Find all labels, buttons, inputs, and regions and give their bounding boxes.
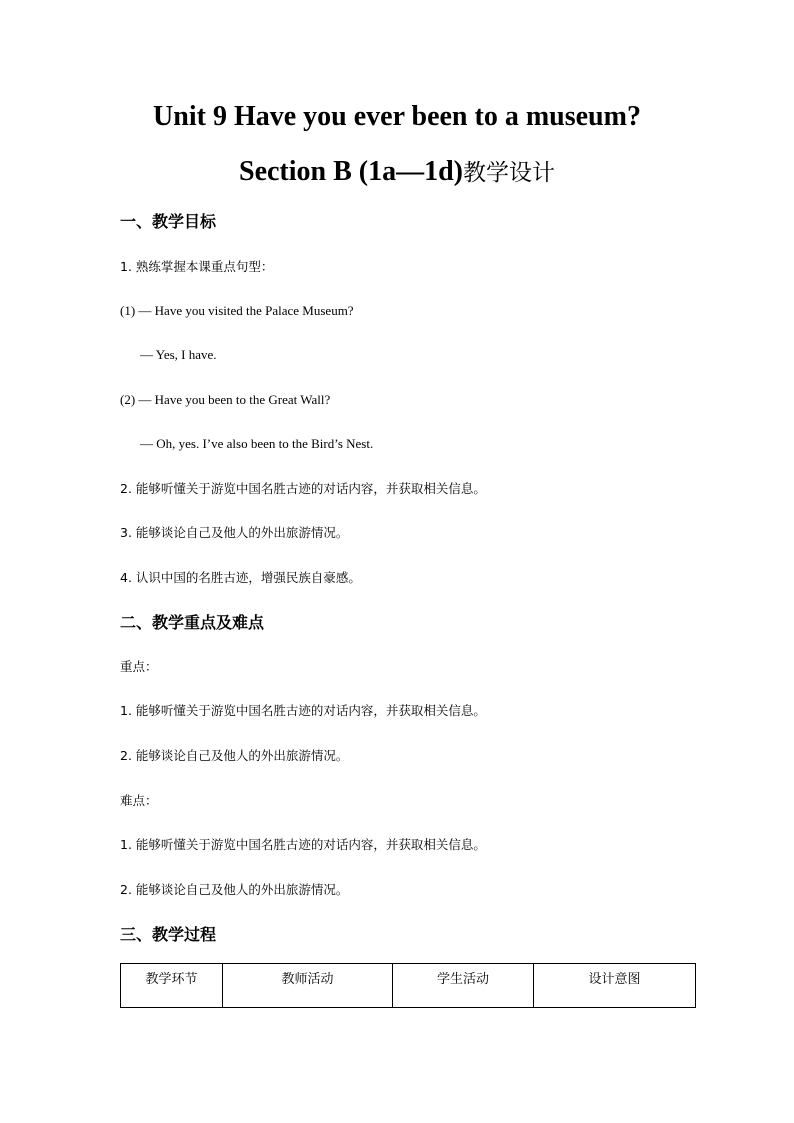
column-header-stage: 教学环节 [121, 964, 223, 1008]
goal-item-4: 4. 认识中国的名胜古迹，增强民族自豪感。 [120, 570, 361, 585]
goal-item-3: 3. 能够谈论自己及他人的外出旅游情况。 [120, 525, 349, 540]
key-item-2: 2. 能够谈论自己及他人的外出旅游情况。 [120, 748, 349, 763]
sentence-q1: (1) — Have you visited the Palace Museum? [120, 303, 354, 318]
heading-key-points: 二、教学重点及难点 [120, 613, 265, 632]
column-header-design-intent: 设计意图 [534, 964, 696, 1008]
key-item-1: 1. 能够听懂关于游览中国名胜古迹的对话内容，并获取相关信息。 [120, 703, 486, 718]
sentence-a2: — Oh, yes. I’ve also been to the Bird’s Nest. [140, 436, 374, 451]
sentence-q2: (2) — Have you been to the Great Wall? [120, 392, 331, 407]
document-subtitle [0, 155, 794, 190]
column-header-student-activity: 学生活动 [393, 964, 534, 1008]
document-title: Unit 9 Have you ever been to a museum? [153, 101, 641, 132]
column-header-teacher-activity: 教师活动 [223, 964, 393, 1008]
sentence-a1: — Yes, I have. [140, 347, 217, 362]
heading-teaching-goals: 一、教学目标 [120, 212, 217, 231]
goal-item-2: 2. 能够听懂关于游览中国名胜古迹的对话内容，并获取相关信息。 [120, 481, 486, 496]
subtitle-cn: 教学设计 [463, 160, 555, 186]
difficult-label: 难点： [120, 793, 158, 808]
difficult-item-1: 1. 能够听懂关于游览中国名胜古迹的对话内容，并获取相关信息。 [120, 837, 486, 852]
subtitle-section: Section B (1a—1d) [239, 156, 463, 187]
table-header-row [121, 964, 696, 1008]
key-label: 重点： [120, 659, 158, 674]
goal-item-1: 1. 熟练掌握本课重点句型： [120, 259, 274, 274]
process-table [120, 963, 696, 1008]
heading-teaching-process: 三、教学过程 [120, 925, 217, 944]
difficult-item-2: 2. 能够谈论自己及他人的外出旅游情况。 [120, 882, 349, 897]
